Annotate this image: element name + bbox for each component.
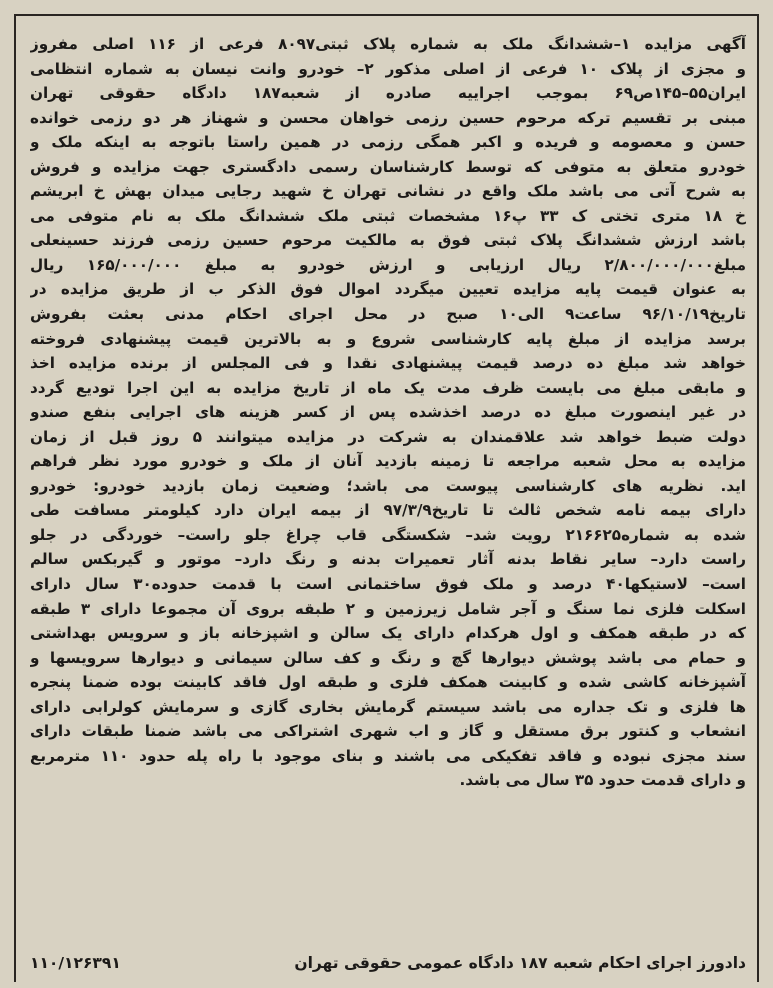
notice-line: و مجزی از پلاک ۱۰ فرعی از اصلی مذکور ۲– خودرو وانت نیسان به شماره انتظامی xyxy=(30,59,746,78)
notice-line: دارای بیمه نامه شخص ثالث تا تاریخ۹۷/۳/۹ از بیمه ایران دارد کیلومتر مسافت طی xyxy=(30,501,746,520)
notice-line: در غیر اینصورت مبلغ ده درصد اخذشده پس از کسر هزینه های اجرایی بنفع صندو xyxy=(30,403,746,422)
notice-line: ها فلزی و تک جداره می باشد سیستم گرمایش بخاری گازی و سرمایش کولرابی دارای xyxy=(30,697,746,716)
notice-line: ایران۵۵–۱۴۵ص۶۹ بموجب اجراییه صادره از شعبه۱۸۷ دادگاه حقوقی تهران xyxy=(30,84,746,103)
notice-line: باشد ارزش ششدانگ پلاک ثبتی فوق به مالکیت مرحوم حسین رزمی فرزند حسینعلی xyxy=(30,231,746,250)
notice-line: انشعاب و کنتور برق مستقل و گاز و اب شهری اشتراکی می باشد ضمنا طبقات دارای xyxy=(30,722,746,741)
notice-line: آشپزخانه کاشی شده و کابینت همکف فلزی و طبقه اول فاقد کابینت بوده ضمنا پنجره xyxy=(30,673,746,692)
notice-line: خواهد شد مبلغ ده درصد قیمت پیشنهادی نقدا و فی المجلس از برنده مزایده اخذ xyxy=(30,354,746,373)
auction-notice-body xyxy=(30,32,746,793)
notice-line: خودرو متعلق به متوفی که توسط کارشناسان رسمی دادگستری جهت مزایده و فروش xyxy=(30,157,746,176)
notice-line: خ ۱۸ متری تختی ک ۳۳ پ۱۶ مشخصات ثبتی ملک ششدانگ ملک به نام متوفی می xyxy=(30,206,746,225)
notice-line: اید. نظریه های کارشناسی پیوست می باشد؛ وضعیت زمان بازدید خودرو: خودرو xyxy=(30,476,746,495)
notice-line: که در طبقه همکف و اول هرکدام دارای یک سالن و اشپزخانه باز و سرویس بهداشتی xyxy=(30,624,746,643)
notice-line: به عنوان قیمت پایه مزایده تعیین میگردد اموال فوق الذکر ب از طریق مزایده در xyxy=(30,280,746,299)
notice-line: راست دارد– سایر نقاط بدنه آثار تعمیرات بدنه و رنگ دارد– موتور و گیربکس سالم xyxy=(30,550,746,569)
notice-line: مبلغ۲/۸۰۰/۰۰۰/۰۰۰ ریال ارزیابی و ارزش خودرو به مبلغ ۱۶۵/۰۰۰/۰۰۰ ریال xyxy=(30,255,746,274)
signature-line: دادورز اجرای احکام شعبه ۱۸۷ دادگاه عمومی حقوقی تهران xyxy=(294,954,746,972)
notice-line: مبنی بر تقسیم ترکه مرحوم حسین رزمی خواهان محسن و شهناز هر دو رزمی خوانده xyxy=(30,108,746,127)
notice-line: مزایده به محل شعبه مراجعه تا زمینه بازدید آنان از ملک و خودرو مورد نظر فراهم xyxy=(30,452,746,471)
notice-line: تاریخ۹۶/۱۰/۱۹ ساعت۹ الی۱۰ صبح در محل اجرای احکام مدنی بعثت بفروش xyxy=(30,305,746,324)
notice-line: سند مجزی نبوده و فاقد تفکیکی می باشند و بنای موجود با راه پله حدود ۱۱۰ مترمربع xyxy=(30,746,746,765)
notice-line: حسن و معصومه و فریده و اکبر همگی رزمی در همین راستا باتوجه به اینکه ملک و xyxy=(30,133,746,152)
notice-footer xyxy=(30,950,746,976)
notice-line: آگهی مزایده ۱–ششدانگ ملک به شماره پلاک ثبتی۸۰۹۷ فرعی از ۱۱۶ اصلی مفروز xyxy=(30,35,746,53)
notice-line: و مابقی مبلغ می بایست ظرف مدت یک ماه از تاریخ مزایده به این اجرا تودیع گردد xyxy=(30,378,746,397)
notice-line: شده به شماره۲۱۶۶۲۵ رویت شد– شکستگی قاب چراغ جلو راست– خوردگی در جلو xyxy=(30,525,746,544)
notice-line: برسد مزایده از مبلغ پایه کارشناسی شروع و به بالاترین قیمت پیشنهادی فروخته xyxy=(30,329,746,348)
notice-line: به شرح آتی می باشد ملک واقع در نشانی تهران خ شهید رجایی میدان بهش خ ابریشم xyxy=(30,182,746,201)
notice-line: اسکلت فلزی نما سنگ و آجر شامل زیرزمین و ۲ طبقه بروی آن مجموعا دارای ۳ طبقه xyxy=(30,599,746,618)
notice-line: است– لاستیکها۴۰ درصد و ملک فوق ساختمانی است با قدمت حدوده۳۰ سال دارای xyxy=(30,575,746,594)
notice-line: و حمام می باشد پوشش دیوارها گچ و رنگ و کف سالن سیمانی و دیوارها سرویسها و xyxy=(30,648,746,667)
notice-code: ۱۱۰/۱۲۶۳۹۱ xyxy=(30,954,121,972)
notice-line: و دارای قدمت حدود ۳۵ سال می باشد. xyxy=(459,771,746,790)
notice-line: دولت ضبط خواهد شد علاقمندان به شرکت در مزایده میتوانند ۵ روز قبل از زمان xyxy=(30,427,746,446)
